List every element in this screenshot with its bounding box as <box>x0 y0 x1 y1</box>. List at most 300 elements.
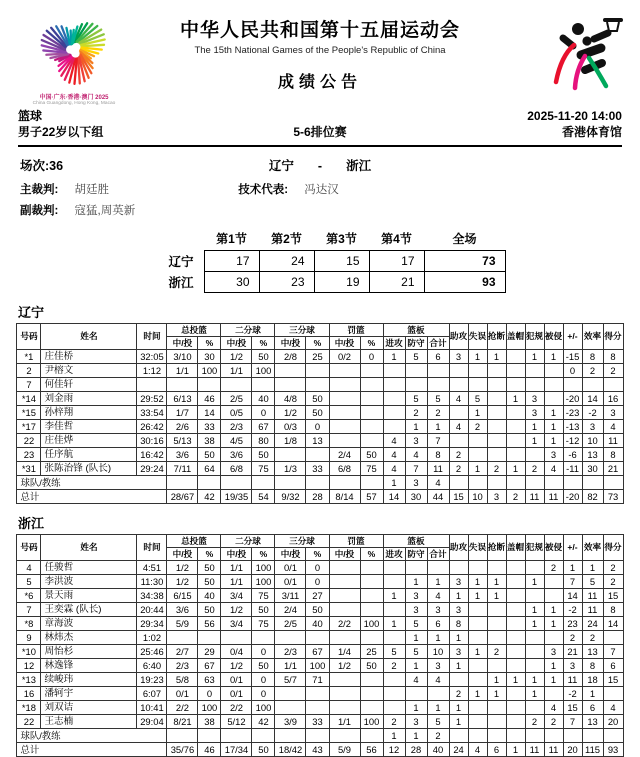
stat-cell <box>487 659 506 673</box>
column-header: +/- <box>563 324 582 350</box>
stat-cell: 0 <box>360 350 383 364</box>
stat-cell: 3 <box>449 350 468 364</box>
sub-header: 合计 <box>427 548 449 561</box>
stat-cell <box>275 476 306 490</box>
stat-cell <box>563 476 582 490</box>
stat-cell <box>506 420 525 434</box>
stat-cell <box>582 378 603 392</box>
sub-header: 防守 <box>405 337 427 350</box>
stat-cell: 7 <box>427 434 449 448</box>
stat-cell: 43 <box>306 743 329 757</box>
stat-cell: 2 <box>468 420 487 434</box>
player-name: 刘双诘 <box>41 701 137 715</box>
column-header: 姓名 <box>41 535 137 561</box>
stat-cell: 30 <box>198 350 221 364</box>
referee-label: 主裁判: <box>20 184 58 196</box>
stat-cell <box>383 673 405 687</box>
stat-cell: 50 <box>306 406 329 420</box>
stat-cell: 25 <box>306 350 329 364</box>
column-header: 被侵 <box>544 535 563 561</box>
stat-cell: 6/13 <box>167 392 198 406</box>
stat-cell: 13 <box>582 715 603 729</box>
stat-cell <box>525 561 544 575</box>
stat-cell <box>449 406 468 420</box>
player-row <box>17 561 623 575</box>
stat-cell: 15 <box>603 589 623 603</box>
stat-cell: 2 <box>405 406 427 420</box>
stat-cell: 50 <box>198 561 221 575</box>
stat-cell: 1 <box>525 687 544 701</box>
stat-cell <box>506 645 525 659</box>
stat-cell: 33 <box>198 420 221 434</box>
stat-cell: 38 <box>198 715 221 729</box>
stat-cell: 11:30 <box>137 575 167 589</box>
stat-cell <box>275 364 306 378</box>
stat-cell <box>329 364 360 378</box>
stat-cell <box>383 575 405 589</box>
player-name: 王奕霖 (队长) <box>41 603 137 617</box>
stat-cell: 1/4 <box>329 645 360 659</box>
stat-cell <box>525 448 544 462</box>
stat-cell: 1/1 <box>221 561 252 575</box>
stat-cell: 75 <box>252 589 275 603</box>
stat-cell: 6 <box>487 743 506 757</box>
stat-cell: 13 <box>306 434 329 448</box>
stat-cell: 2 <box>427 406 449 420</box>
stat-cell <box>449 378 468 392</box>
stat-cell: 115 <box>582 743 603 757</box>
stat-cell: 1 <box>544 350 563 364</box>
stat-cell: 1 <box>405 659 427 673</box>
player-number: 5 <box>17 575 41 589</box>
stat-cell <box>383 364 405 378</box>
stat-cell: 50 <box>198 448 221 462</box>
stat-cell: 2 <box>487 645 506 659</box>
stat-cell: 14 <box>563 589 582 603</box>
quarter-header: 第2节 <box>259 230 314 251</box>
umpire-names: 寇猛,周英新 <box>75 205 136 217</box>
stat-cell <box>582 476 603 490</box>
stat-cell <box>360 729 383 743</box>
stat-cell: 21 <box>603 462 623 476</box>
stat-cell <box>383 561 405 575</box>
stat-cell: 1/2 <box>221 603 252 617</box>
stat-cell: 2 <box>525 462 544 476</box>
stat-cell <box>198 378 221 392</box>
stat-cell <box>360 434 383 448</box>
stat-cell: 24 <box>582 617 603 631</box>
stat-cell <box>506 729 525 743</box>
stat-cell <box>306 448 329 462</box>
stat-cell <box>487 406 506 420</box>
stat-cell: 1 <box>487 350 506 364</box>
officials-block <box>20 180 640 222</box>
stat-cell <box>525 729 544 743</box>
stat-cell <box>506 350 525 364</box>
stat-cell: 18/42 <box>275 743 306 757</box>
stat-cell <box>329 476 360 490</box>
stat-cell: 50 <box>252 743 275 757</box>
stat-cell: 1 <box>544 434 563 448</box>
basketball-pictogram-icon <box>548 8 624 101</box>
team-section-title-away: 浙江 <box>18 513 640 532</box>
stat-cell: 1 <box>468 645 487 659</box>
stat-cell <box>582 729 603 743</box>
datetime-label: 2025-11-20 14:00 <box>421 108 622 124</box>
stat-cell: 67 <box>306 645 329 659</box>
stat-cell: 7 <box>603 645 623 659</box>
stat-cell: 14 <box>383 490 405 504</box>
stat-cell: 57 <box>360 490 383 504</box>
stat-cell: 25:46 <box>137 645 167 659</box>
sub-header: % <box>306 548 329 561</box>
stat-cell <box>252 378 275 392</box>
column-header: 失误 <box>468 535 487 561</box>
stat-cell <box>198 631 221 645</box>
stat-group-header: 罚篮 <box>329 324 383 337</box>
stat-cell: 50 <box>198 575 221 589</box>
stat-cell: 8 <box>603 603 623 617</box>
stat-cell <box>544 378 563 392</box>
stat-cell: 2 <box>582 631 603 645</box>
stat-cell: 1 <box>506 462 525 476</box>
stat-cell <box>487 715 506 729</box>
stat-cell: 0/5 <box>221 406 252 420</box>
team-coach-label: 球队/教练 <box>17 729 167 743</box>
stat-cell <box>383 631 405 645</box>
stat-cell: 1/2 <box>329 659 360 673</box>
stat-cell: 1 <box>506 743 525 757</box>
player-number: *1 <box>17 350 41 364</box>
stat-cell <box>487 420 506 434</box>
player-name: 景天雨 <box>41 589 137 603</box>
quarter-score-cell: 17 <box>369 251 424 272</box>
stat-cell <box>544 575 563 589</box>
stat-cell: 50 <box>360 659 383 673</box>
stat-cell <box>329 434 360 448</box>
player-row <box>17 406 623 420</box>
stat-cell <box>468 715 487 729</box>
stat-cell: 1 <box>383 476 405 490</box>
stat-cell: 3/11 <box>275 589 306 603</box>
box-score-table-away <box>16 534 623 757</box>
team-label: 辽宁 <box>135 251 205 272</box>
stat-cell: 0 <box>306 575 329 589</box>
column-header: 姓名 <box>41 324 137 350</box>
stat-cell <box>360 476 383 490</box>
quarter-header: 第4节 <box>369 230 424 251</box>
stat-cell <box>167 476 198 490</box>
stat-cell <box>360 378 383 392</box>
stat-cell: 11 <box>563 673 582 687</box>
player-number: 22 <box>17 715 41 729</box>
stat-cell: 3 <box>405 715 427 729</box>
stat-cell: 5 <box>427 715 449 729</box>
column-header: 得分 <box>603 324 623 350</box>
sport-label: 篮球 <box>18 108 219 124</box>
stat-cell: 1/2 <box>221 350 252 364</box>
stat-cell <box>487 392 506 406</box>
stat-cell: 11 <box>582 603 603 617</box>
sub-header: 合计 <box>427 337 449 350</box>
stat-cell: 9/32 <box>275 490 306 504</box>
team-label: 浙江 <box>135 272 205 293</box>
stat-cell: 2 <box>449 462 468 476</box>
stat-cell: 2 <box>427 729 449 743</box>
stat-cell: 0/1 <box>275 561 306 575</box>
stat-cell: 0/4 <box>221 645 252 659</box>
stat-cell <box>544 631 563 645</box>
player-name: 林炜杰 <box>41 631 137 645</box>
stat-cell: 30 <box>582 462 603 476</box>
stat-cell: 16:42 <box>137 448 167 462</box>
venue-label: 香港体育馆 <box>421 124 622 140</box>
stat-cell <box>329 392 360 406</box>
stat-cell <box>383 701 405 715</box>
stat-cell: 5/8 <box>167 673 198 687</box>
stat-cell <box>506 617 525 631</box>
box-header-row-1 <box>17 535 623 548</box>
stat-cell: 100 <box>360 617 383 631</box>
stat-cell: 1 <box>449 715 468 729</box>
stat-cell: 1 <box>544 406 563 420</box>
sub-header: % <box>198 548 221 561</box>
quarter-score-cell: 23 <box>259 272 314 293</box>
stat-cell <box>252 476 275 490</box>
stat-cell: 0/1 <box>221 687 252 701</box>
quarter-score-cell: 24 <box>259 251 314 272</box>
player-name: 周怡杉 <box>41 645 137 659</box>
stat-cell: 40 <box>427 743 449 757</box>
stat-cell: 3 <box>525 392 544 406</box>
column-header: +/- <box>563 535 582 561</box>
stat-cell <box>525 631 544 645</box>
quarter-header: 第1节 <box>204 230 259 251</box>
stat-cell: 2 <box>563 631 582 645</box>
stat-cell: 4 <box>427 476 449 490</box>
stat-cell <box>405 561 427 575</box>
stat-cell: 3 <box>603 406 623 420</box>
stat-cell <box>360 603 383 617</box>
sub-header: 中/投 <box>221 337 252 350</box>
stat-cell: 8 <box>582 350 603 364</box>
stat-cell: 0 <box>306 561 329 575</box>
stat-group-header: 三分球 <box>275 324 329 337</box>
stat-cell: 4:51 <box>137 561 167 575</box>
stat-cell: 3 <box>405 589 427 603</box>
player-row <box>17 575 623 589</box>
sub-header: 中/投 <box>275 337 306 350</box>
stat-cell: 15 <box>449 490 468 504</box>
stat-cell: 2 <box>544 715 563 729</box>
stat-cell <box>360 673 383 687</box>
stat-group-header: 三分球 <box>275 535 329 548</box>
stat-cell <box>506 364 525 378</box>
stat-cell: 0 <box>252 687 275 701</box>
column-header: 犯规 <box>525 535 544 561</box>
stat-cell: 13 <box>582 448 603 462</box>
stat-cell <box>468 631 487 645</box>
stat-cell: 23 <box>563 617 582 631</box>
player-row <box>17 715 623 729</box>
stat-cell: 1 <box>544 617 563 631</box>
officials-line-2 <box>20 201 640 222</box>
stat-cell <box>487 617 506 631</box>
stat-cell: 3 <box>405 434 427 448</box>
emblem-caption-cn: 中国·广东·香港·澳门 2025 <box>26 95 122 101</box>
stat-cell <box>544 589 563 603</box>
stat-cell: 24 <box>449 743 468 757</box>
quarter-score-cell: 15 <box>314 251 369 272</box>
stat-cell: 1/1 <box>167 364 198 378</box>
column-header: 助攻 <box>449 535 468 561</box>
stat-cell <box>221 378 252 392</box>
stat-cell: 14 <box>582 392 603 406</box>
stat-cell <box>329 673 360 687</box>
stat-cell <box>306 378 329 392</box>
stat-cell: 3 <box>449 603 468 617</box>
sub-header: 中/投 <box>221 548 252 561</box>
player-row <box>17 420 623 434</box>
stat-cell <box>506 659 525 673</box>
stat-cell: 64 <box>198 462 221 476</box>
stat-cell: 8 <box>582 659 603 673</box>
stat-cell: 29 <box>198 645 221 659</box>
stat-cell <box>487 364 506 378</box>
stat-cell <box>383 603 405 617</box>
stat-cell: 4 <box>427 673 449 687</box>
stat-cell: 13 <box>582 645 603 659</box>
totals-label: 总计 <box>17 490 167 504</box>
stat-cell: 1 <box>525 434 544 448</box>
stat-cell <box>544 729 563 743</box>
stat-cell: 1/1 <box>221 364 252 378</box>
stat-cell <box>405 378 427 392</box>
stat-cell: 2/8 <box>275 350 306 364</box>
stat-cell <box>329 420 360 434</box>
stat-cell: 5 <box>405 645 427 659</box>
stat-cell <box>306 687 329 701</box>
stat-cell: 5 <box>468 392 487 406</box>
sub-header: 中/投 <box>329 548 360 561</box>
stat-cell: 1 <box>487 687 506 701</box>
stat-cell <box>603 631 623 645</box>
stat-cell: 1 <box>544 603 563 617</box>
stat-cell <box>525 645 544 659</box>
stat-cell <box>487 729 506 743</box>
stat-cell <box>525 476 544 490</box>
stat-cell: 0 <box>252 673 275 687</box>
stat-cell <box>468 617 487 631</box>
stat-cell: 1 <box>525 575 544 589</box>
player-row <box>17 631 623 645</box>
stat-cell: -11 <box>563 462 582 476</box>
stat-cell <box>487 603 506 617</box>
stat-cell: 75 <box>252 617 275 631</box>
stat-cell <box>329 589 360 603</box>
player-name: 李佳哲 <box>41 420 137 434</box>
sub-header: 中/投 <box>275 548 306 561</box>
stat-cell: 1 <box>506 392 525 406</box>
stat-cell <box>487 448 506 462</box>
stat-cell: 5 <box>427 392 449 406</box>
player-number: 4 <box>17 561 41 575</box>
group-label: 男子22岁以下组 <box>18 124 219 140</box>
officials-line-1 <box>20 180 640 201</box>
stat-cell: 1 <box>449 589 468 603</box>
column-header: 时间 <box>137 535 167 561</box>
stat-cell: 100 <box>198 364 221 378</box>
stat-cell: 11 <box>603 434 623 448</box>
stat-cell <box>329 701 360 715</box>
stat-cell: -2 <box>563 687 582 701</box>
stat-group-header: 总投篮 <box>167 535 221 548</box>
stat-cell <box>449 364 468 378</box>
stat-cell <box>360 589 383 603</box>
stat-cell: 14 <box>603 617 623 631</box>
stat-cell: 1 <box>383 350 405 364</box>
stat-cell: 4 <box>603 701 623 715</box>
stat-cell: 1/2 <box>167 561 198 575</box>
box-header-row-1 <box>17 324 623 337</box>
phase-label: 5-6排位赛 <box>219 124 420 140</box>
stat-cell: 5/9 <box>329 743 360 757</box>
stat-cell: 4/8 <box>275 392 306 406</box>
stat-cell: 1 <box>383 589 405 603</box>
stat-cell <box>427 378 449 392</box>
stat-cell: 1 <box>405 729 427 743</box>
stat-cell: 63 <box>198 673 221 687</box>
stat-cell <box>603 378 623 392</box>
stat-cell <box>506 434 525 448</box>
stat-cell: 1/2 <box>221 659 252 673</box>
stat-cell <box>468 603 487 617</box>
stat-group-header: 二分球 <box>221 535 275 548</box>
page-header <box>0 0 640 108</box>
stat-cell: 4 <box>544 701 563 715</box>
stat-cell <box>306 631 329 645</box>
stat-cell: 30 <box>405 490 427 504</box>
stat-cell: 11 <box>525 490 544 504</box>
match-row <box>0 156 640 173</box>
stat-cell: 7 <box>563 715 582 729</box>
stat-cell: 6 <box>603 659 623 673</box>
stat-cell: 6/8 <box>221 462 252 476</box>
stat-cell <box>603 729 623 743</box>
stat-cell: 75 <box>360 462 383 476</box>
stat-cell: 3/6 <box>167 448 198 462</box>
stat-cell: 5/12 <box>221 715 252 729</box>
stat-cell: 1/1 <box>275 659 306 673</box>
stat-cell: 0 <box>198 687 221 701</box>
stat-cell: 42 <box>198 490 221 504</box>
stat-cell: 1 <box>427 420 449 434</box>
stat-cell: 1 <box>449 631 468 645</box>
stat-cell: 0/1 <box>221 673 252 687</box>
stat-cell: 4 <box>383 462 405 476</box>
stat-cell: 44 <box>427 490 449 504</box>
stat-cell: 0/3 <box>275 420 306 434</box>
stat-cell <box>383 420 405 434</box>
stat-cell <box>468 701 487 715</box>
stat-cell: 3 <box>525 406 544 420</box>
stat-cell: 8/21 <box>167 715 198 729</box>
stat-cell: 26:42 <box>137 420 167 434</box>
player-name: 庄佳烨 <box>41 434 137 448</box>
player-row <box>17 448 623 462</box>
player-row <box>17 462 623 476</box>
player-row <box>17 434 623 448</box>
